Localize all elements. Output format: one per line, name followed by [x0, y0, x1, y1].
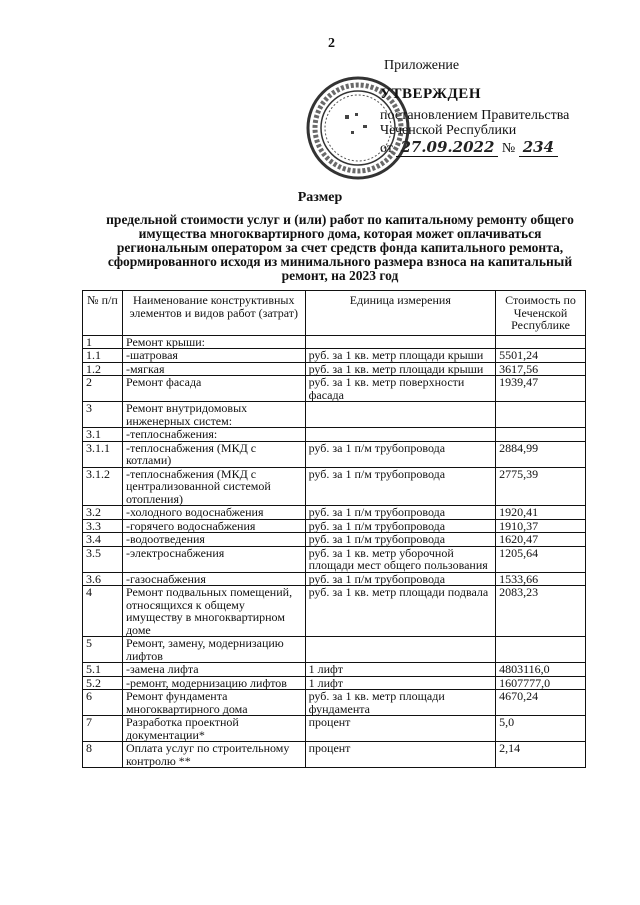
table-row [83, 428, 586, 442]
cell-cost: 1910,37 [496, 519, 586, 533]
table-row [83, 572, 586, 586]
cell-num: 3.1.1 [83, 441, 123, 467]
cell-cost [496, 402, 586, 428]
cell-cost: 3617,56 [496, 362, 586, 376]
cell-name: -водоотведения [122, 533, 305, 547]
cell-cost [496, 335, 586, 349]
cell-name: -шатровая [122, 349, 305, 363]
table-row [83, 362, 586, 376]
cell-num: 3.6 [83, 572, 123, 586]
cell-num: 7 [83, 716, 123, 742]
cell-name: Ремонт фасада [122, 376, 305, 402]
cell-name: -теплоснабжения (МКД с централизованной системой отопления) [122, 467, 305, 506]
cell-unit: процент [305, 742, 495, 768]
cell-unit: руб. за 1 кв. метр площади подвала [305, 586, 495, 637]
cell-unit: процент [305, 716, 495, 742]
decree-line-2: Чеченской Республики [380, 123, 517, 138]
cell-unit [305, 428, 495, 442]
appendix-label: Приложение [384, 58, 460, 73]
header-cost: Стоимость по Чеченской Республике [496, 291, 586, 336]
cell-unit: руб. за 1 кв. метр площади крыши [305, 362, 495, 376]
table-row [83, 441, 586, 467]
cell-cost: 1620,47 [496, 533, 586, 547]
cell-num: 8 [83, 742, 123, 768]
cell-num: 1.2 [83, 362, 123, 376]
cell-cost: 4670,24 [496, 690, 586, 716]
cell-num: 1 [83, 335, 123, 349]
header-unit: Единица измерения [305, 291, 495, 336]
header-name: Наименование конструктивных элементов и видов работ (затрат) [122, 291, 305, 336]
page-number: 2 [328, 36, 335, 51]
table-row [83, 349, 586, 363]
cell-unit [305, 402, 495, 428]
table-row [83, 716, 586, 742]
cell-name: -холодного водоснабжения [122, 506, 305, 520]
cell-cost: 5,0 [496, 716, 586, 742]
table-row [83, 376, 586, 402]
cell-num: 5.2 [83, 676, 123, 690]
table-row [83, 637, 586, 663]
cell-unit: 1 лифт [305, 663, 495, 677]
cell-cost: 1920,41 [496, 506, 586, 520]
table-row [83, 402, 586, 428]
cell-cost: 2775,39 [496, 467, 586, 506]
table-row [83, 586, 586, 637]
cell-num: 3.1 [83, 428, 123, 442]
cell-name: -замена лифта [122, 663, 305, 677]
cell-unit: руб. за 1 п/м трубопровода [305, 519, 495, 533]
cell-cost [496, 637, 586, 663]
cell-cost: 4803116,0 [496, 663, 586, 677]
cell-name: -мягкая [122, 362, 305, 376]
cell-name: Ремонт, замену, модернизацию лифтов [122, 637, 305, 663]
cell-unit [305, 637, 495, 663]
cell-cost: 2884,99 [496, 441, 586, 467]
table-row [83, 506, 586, 520]
cell-name: Оплата услуг по строительному контролю ** [122, 742, 305, 768]
number-prefix: № [501, 141, 516, 156]
cell-unit: руб. за 1 кв. метр площади крыши [305, 349, 495, 363]
cell-cost: 1533,66 [496, 572, 586, 586]
cell-name: Разработка проектной документации* [122, 716, 305, 742]
cell-name: Ремонт подвальных помещений, относящихся к общему имуществу в многоквартирном доме [122, 586, 305, 637]
cell-cost: 5501,24 [496, 349, 586, 363]
approved-label: УТВЕРЖДЕН [380, 86, 481, 102]
cost-table [82, 290, 586, 768]
cell-num: 3.1.2 [83, 467, 123, 506]
document-title: Размер [297, 190, 343, 205]
cell-cost: 2,14 [496, 742, 586, 768]
cell-num: 3.4 [83, 533, 123, 547]
cell-num: 1.1 [83, 349, 123, 363]
decree-line-1: постановлением Правительства [380, 108, 570, 123]
cell-unit: руб. за 1 п/м трубопровода [305, 441, 495, 467]
cell-num: 3.5 [83, 546, 123, 572]
table-row [83, 676, 586, 690]
cell-name: -ремонт, модернизацию лифтов [122, 676, 305, 690]
cell-num: 4 [83, 586, 123, 637]
handwritten-date: 27.09.2022 [396, 138, 498, 157]
cell-cost: 1939,47 [496, 376, 586, 402]
cell-cost: 1607777,0 [496, 676, 586, 690]
table-row [83, 690, 586, 716]
handwritten-number: 234 [519, 138, 558, 157]
cell-name: -электроснабжения [122, 546, 305, 572]
table-header-row [83, 291, 586, 336]
cell-unit [305, 335, 495, 349]
table-row [83, 335, 586, 349]
cell-num: 3 [83, 402, 123, 428]
header-num: № п/п [83, 291, 123, 336]
cell-num: 3.2 [83, 506, 123, 520]
cell-cost: 2083,23 [496, 586, 586, 637]
date-line [380, 140, 569, 156]
approval-block [380, 58, 569, 156]
cell-unit: руб. за 1 кв. метр площади фундамента [305, 690, 495, 716]
cell-name: Ремонт внутридомовых инженерных систем: [122, 402, 305, 428]
table-row [83, 546, 586, 572]
cell-num: 5.1 [83, 663, 123, 677]
cell-num: 5 [83, 637, 123, 663]
date-prefix: от [380, 141, 393, 156]
cell-unit: руб. за 1 п/м трубопровода [305, 467, 495, 506]
table-row [83, 519, 586, 533]
table-row [83, 663, 586, 677]
cell-num: 3.3 [83, 519, 123, 533]
cell-name: -газоснабжения [122, 572, 305, 586]
cell-name: -теплоснабжения (МКД с котлами) [122, 441, 305, 467]
cell-unit: 1 лифт [305, 676, 495, 690]
cell-unit: руб. за 1 кв. метр поверхности фасада [305, 376, 495, 402]
document-subtitle: предельной стоимости услуг и (или) работ по капитальному ремонту общего имущества многоквартирного дома, которая может оплачиваться региональным оператором за счет средств фонда капитального ремонта, сформированного исходя из минимального размера взноса на капитальный ремонт, на 2023 год [106, 212, 574, 283]
cell-name: -теплоснабжения: [122, 428, 305, 442]
cell-name: Ремонт крыши: [122, 335, 305, 349]
cell-cost: 1205,64 [496, 546, 586, 572]
cell-unit: руб. за 1 кв. метр уборочной площади мест общего пользования [305, 546, 495, 572]
cell-num: 2 [83, 376, 123, 402]
table-row [83, 533, 586, 547]
cell-name: Ремонт фундамента многоквартирного дома [122, 690, 305, 716]
cell-num: 6 [83, 690, 123, 716]
cell-unit: руб. за 1 п/м трубопровода [305, 506, 495, 520]
cell-unit: руб. за 1 п/м трубопровода [305, 533, 495, 547]
cell-unit: руб. за 1 п/м трубопровода [305, 572, 495, 586]
table-row [83, 742, 586, 768]
cell-name: -горячего водоснабжения [122, 519, 305, 533]
cell-cost [496, 428, 586, 442]
table-row [83, 467, 586, 506]
